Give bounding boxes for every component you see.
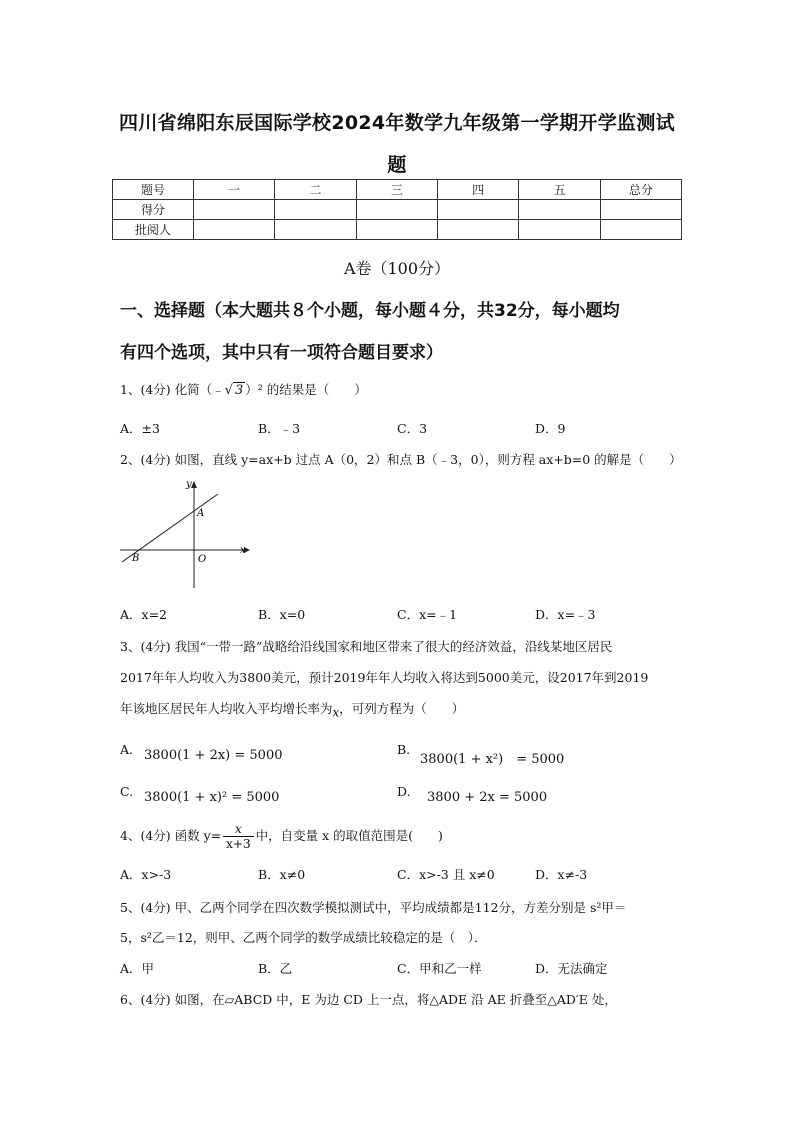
score-cell[interactable] [519, 200, 600, 220]
q3-option-a-expr[interactable]: 3800(1 + 2x) = 5000 [144, 748, 283, 763]
score-table-header-cell: 四 [437, 180, 518, 200]
question-5-line2: 5，s²乙＝12，则甲、乙两个同学的数学成绩比较稳定的是（ ）． [120, 930, 487, 945]
exam-title-line1: 四川省绵阳东辰国际学校2024年数学九年级第一学期开学监测试 [119, 112, 675, 134]
q3-option-a-letter[interactable]: A. [120, 742, 134, 757]
fraction-denominator: x+3 [226, 837, 251, 851]
question-3-line3-suffix: ，可列方程为（ ） [339, 701, 465, 716]
question-2: 2、(4分) 如图，直线 y=ax+b 过点 A（0，2）和点 B（﹣3，0），则方程 ax+b=0 的解是（ ） [120, 452, 682, 467]
part1-heading-line1: 一、选择题（本大题共８个小题，每小题４分，共32分，每小题均 [120, 301, 620, 321]
y-axis-arrow-icon [191, 481, 197, 488]
score-table-row [113, 220, 682, 240]
score-table [112, 179, 682, 240]
score-table-header-cell: 五 [519, 180, 600, 200]
question-5-line1: 5、(4分) 甲、乙两个同学在四次数学模拟测试中，平均成绩都是112分，方差分别是 s²甲＝ [120, 900, 627, 915]
q1-option-d[interactable]: D．9 [535, 421, 566, 436]
part1-heading-line2: 有四个选项，其中只有一项符合题目要求） [120, 343, 443, 363]
q5-option-c[interactable]: C．甲和乙一样 [397, 961, 482, 976]
score-cell[interactable] [194, 200, 275, 220]
question-3-variable: x [332, 705, 340, 720]
score-table-header-cell: 题号 [113, 180, 194, 200]
coordinate-graph [118, 478, 250, 590]
q3-option-d-letter[interactable]: D. [397, 784, 411, 799]
line-y-ax-b [122, 494, 218, 562]
grader-cell[interactable] [275, 220, 356, 240]
fraction [223, 822, 253, 851]
sqrt-icon: √ [224, 383, 233, 398]
question-1-radicand: 3 [234, 383, 244, 398]
score-table-header-row [113, 180, 682, 200]
score-table-row [113, 200, 682, 220]
q5-option-b[interactable]: B．乙 [258, 961, 293, 976]
score-cell[interactable] [600, 200, 681, 220]
grader-cell[interactable] [437, 220, 518, 240]
origin-label: O [198, 554, 207, 565]
score-cell[interactable] [356, 200, 437, 220]
exam-title-line2: 题 [387, 154, 407, 176]
q3-option-b-expr[interactable]: 3800(1 + x²) = 5000 [420, 752, 565, 767]
grader-cell[interactable] [356, 220, 437, 240]
point-a-label: A [197, 508, 205, 519]
y-axis-label: y [186, 479, 192, 490]
section-title: A卷（100分） [343, 259, 451, 278]
score-table-header-cell: 三 [356, 180, 437, 200]
q4-option-c[interactable]: C．x>-3 且 x≠0 [397, 867, 495, 882]
question-3-line3 [120, 699, 464, 720]
q1-option-a[interactable]: A．±3 [120, 421, 160, 436]
q5-option-a[interactable]: A．甲 [120, 961, 155, 976]
q4-option-a[interactable]: A．x>-3 [120, 867, 172, 882]
q2-option-b[interactable]: B．x=0 [258, 607, 306, 622]
score-table-row-label: 得分 [113, 200, 194, 220]
question-1 [120, 380, 367, 398]
q2-option-d[interactable]: D．x=﹣3 [535, 607, 596, 622]
x-axis-label: x [240, 545, 246, 556]
grader-cell[interactable] [600, 220, 681, 240]
q4-option-d[interactable]: D．x≠-3 [535, 867, 588, 882]
q1-option-b[interactable]: B．﹣3 [258, 421, 301, 436]
q3-option-d-expr[interactable]: 3800 + 2x = 5000 [427, 790, 548, 805]
q5-option-d[interactable]: D．无法确定 [535, 961, 608, 976]
score-table-header-cell: 二 [275, 180, 356, 200]
score-table-header-cell: 一 [194, 180, 275, 200]
score-cell[interactable] [437, 200, 518, 220]
q1-option-c[interactable]: C．3 [397, 421, 428, 436]
q3-option-c-expr[interactable]: 3800(1 + x)² = 5000 [144, 790, 280, 805]
q2-option-c[interactable]: C．x=﹣1 [397, 607, 458, 622]
question-4 [120, 822, 443, 851]
q3-option-b-letter[interactable]: B. [397, 742, 411, 757]
question-3-line2: 2017年年人均收入为3800美元，预计2019年年人均收入将达到5000美元，设2017年到2019 [120, 670, 649, 685]
fraction-numerator: x [223, 822, 253, 837]
question-6-line1: 6、(4分) 如图，在▱ABCD 中，E 为边 CD 上一点，将△ADE 沿 AE 折叠至△AD′E 处， [120, 992, 617, 1007]
score-table-row-label: 批阅人 [113, 220, 194, 240]
grader-cell[interactable] [194, 220, 275, 240]
score-table-header-cell: 总分 [600, 180, 681, 200]
q3-option-c-letter[interactable]: C. [120, 784, 134, 799]
question-1-suffix: ）² 的结果是（ ） [245, 382, 367, 397]
grader-cell[interactable] [519, 220, 600, 240]
q2-option-a[interactable]: A．x=2 [120, 607, 168, 622]
question-3-line3-prefix: 年该地区居民年人均收入平均增长率为 [120, 701, 333, 716]
question-4-prefix: 4、(4分) 函数 y= [120, 828, 222, 843]
question-3-line1: 3、(4分) 我国“一带一路”战略给沿线国家和地区带来了很大的经济效益，沿线某地区居民 [120, 639, 613, 654]
q4-option-b[interactable]: B．x≠0 [258, 867, 306, 882]
score-cell[interactable] [275, 200, 356, 220]
question-1-prefix: 1、(4分) 化简（﹣ [120, 382, 225, 397]
question-4-suffix: 中，自变量 x 的取值范围是( ) [255, 828, 443, 843]
point-b-label: B [132, 553, 140, 564]
